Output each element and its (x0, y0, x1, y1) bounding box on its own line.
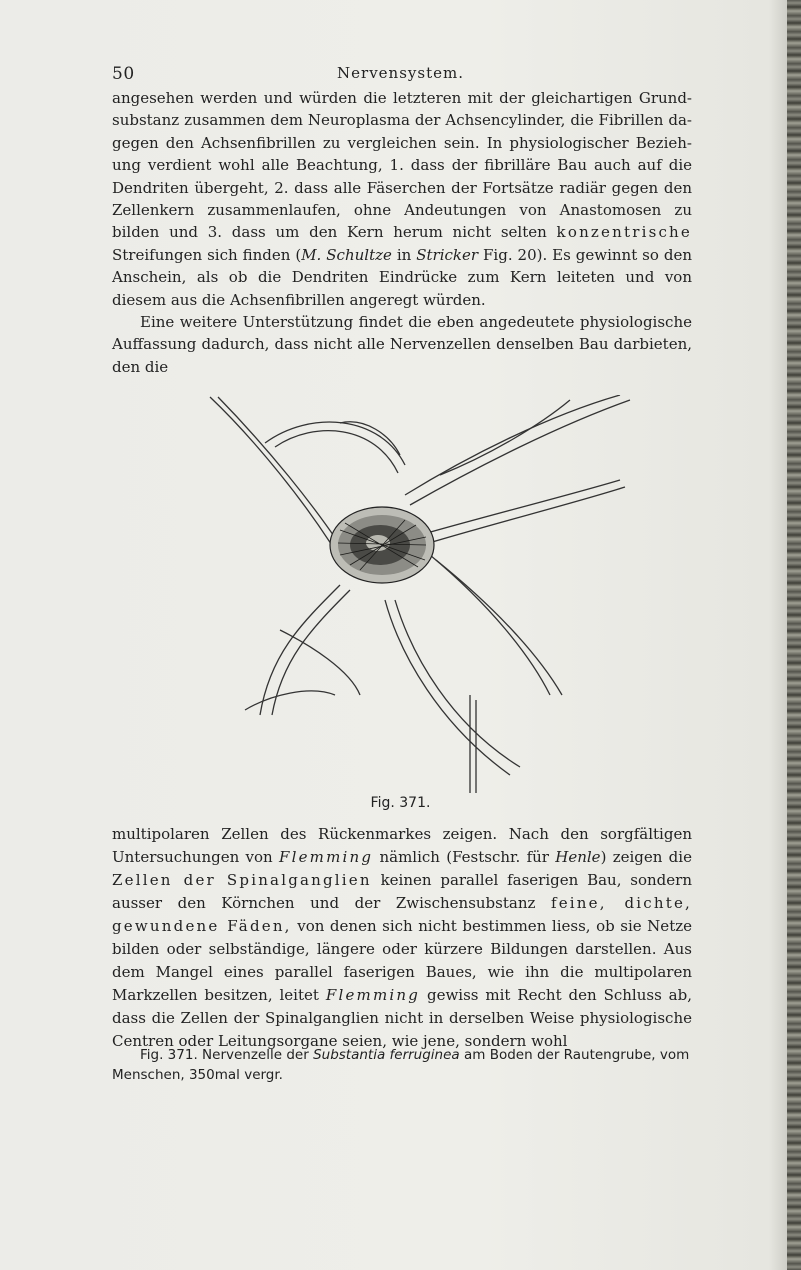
figure-label: Fig. 371. (370, 795, 431, 811)
body-text-top (112, 87, 692, 378)
body-text-bottom (112, 823, 692, 1053)
paragraph-1: angesehen werden und würden die letzteren mit der gleichartigen Grundsubstanz zusammen dem Neuroplasma der Achsencylinder, die Fibrillen dagegen den Achsenfibrillen zu vergleichen sein. In physiologischer Beziehung verdient wohl alle Beachtung, 1. dass der fibrilläre Bau auch auf die Dendriten übergeht, 2. dass alle Fäserchen der Fortsätze radiär gegen den Zellenkern zusammenlaufen, ohne Andeutungen von Anastomosen zu bilden und 3. dass um den Kern herum nicht selten konzentrische Streifungen sich finden (M. Schultze in Stricker Fig. 20). Es gewinnt so den Anschein, als ob die Dendriten Eindrücke zum Kern leiteten und von diesem aus die Achsenfibrillen angeregt würden. (112, 89, 692, 309)
nerve-cell-illustration (190, 395, 670, 805)
running-head: Nervensystem. (337, 64, 464, 82)
paragraph-2: Eine weitere Unterstützung findet die eben angedeutete physiologische Auffassung dadurch, dass nicht alle Nervenzellen denselben Bau darbieten, den die (112, 313, 692, 376)
paragraph-3: multipolaren Zellen des Rückenmarkes zeigen. Nach den sorgfältigen Untersuchungen von Flemming nämlich (Festschr. für Henle) zeigen die Zellen der Spinalganglien keinen parallel faserigen Bau, sondern ausser den Körnchen und der Zwischensubstanz feine, dichte, gewundene Fäden, von denen sich nicht bestimmen liess, ob sie Netze bilden oder selbständige, längere oder kürzere Bildungen darstellen. Aus dem Mangel eines parallel faserigen Baues, wie ihn die multipolaren Markzellen besitzen, leitet Flemming gewiss mit Recht den Schluss ab, dass die Zellen der Spinalganglien nicht in derselben Weise physiologische Centren oder Leitungsorgane seien, wie jene, sondern wohl (112, 825, 692, 1050)
page-number: 50 (112, 64, 135, 84)
figure-caption: Fig. 371. Nervenzelle der Substantia ferruginea am Boden der Rautengrube, vom Menschen, 350mal vergr. (112, 1047, 690, 1083)
figure-nerve-cell (190, 395, 670, 805)
page-edge (787, 0, 801, 1270)
